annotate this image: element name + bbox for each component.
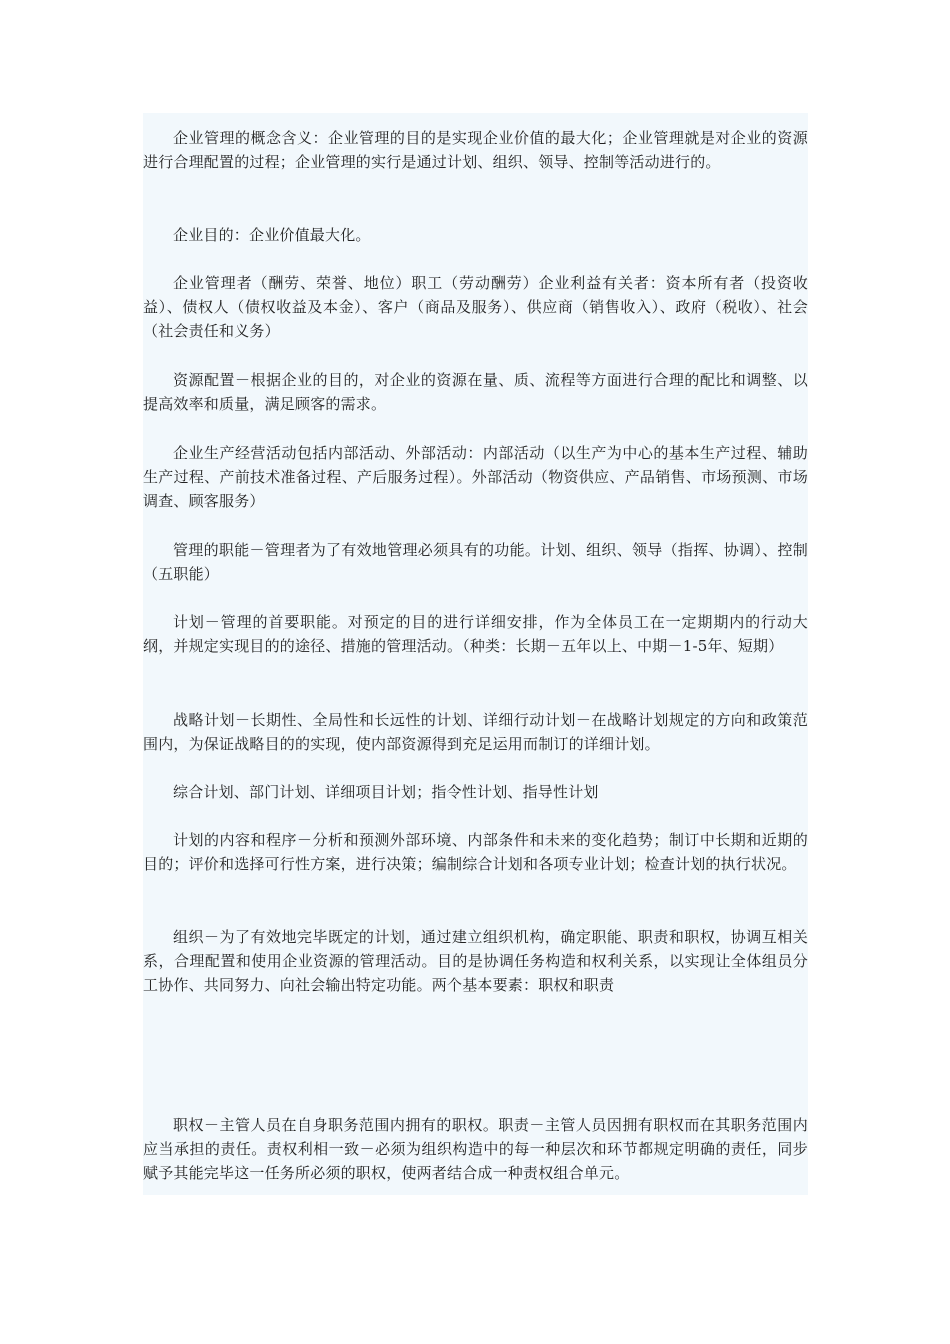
paragraph-plan-content: 计划的内容和程序－分析和预测外部环境、内部条件和未来的变化趋势；制订中长期和近期的目的；评价和选择可行性方案，进行决策；编制综合计划和各项专业计划；检查计划的执行状况。 (143, 831, 808, 873)
paragraph-strategic-plan: 战略计划－长期性、全局性和长远性的计划、详细行动计划－在战略计划规定的方向和政策范围内，为保证战略目的的实现，使内部资源得到充足运用而制订的详细计划。 (143, 711, 808, 753)
paragraph-organization: 组织－为了有效地完毕既定的计划，通过建立组织机构，确定职能、职责和职权，协调互相关系，合理配置和使用企业资源的管理活动。目的是协调任务构造和权利关系，以实现让全体组员分工协作、共同努力、向社会输出特定功能。两个基本要素：职权和职责 (143, 928, 808, 994)
paragraph-planning: 计划－管理的首要职能。对预定的目的进行详细安排，作为全体员工在一定期期内的行动大纲，并规定实现目的的途径、措施的管理活动。（种类：长期－五年以上、中期－1-5年、短期） (143, 613, 808, 655)
paragraph-business-activities: 企业生产经营活动包括内部活动、外部活动：内部活动（以生产为中心的基本生产过程、辅助生产过程、产前技术准备过程、产后服务过程）。外部活动（物资供应、产品销售、市场预测、市场调查、顾客服务） (143, 444, 808, 510)
paragraph-management-concept: 企业管理的概念含义：企业管理的目的是实现企业价值的最大化；企业管理就是对企业的资源进行合理配置的过程；企业管理的实行是通过计划、组织、领导、控制等活动进行的。 (143, 129, 808, 171)
paragraph-plan-types: 综合计划、部门计划、详细项目计划；指令性计划、指导性计划 (173, 783, 599, 801)
paragraph-stakeholders: 企业管理者（酬劳、荣誉、地位）职工（劳动酬劳）企业利益有关者：资本所有者（投资收益）、债权人（债权收益及本金）、客户（商品及服务）、供应商（销售收入）、政府（税收）、社会（社会责任和义务） (143, 274, 808, 340)
paragraph-resource-allocation: 资源配置－根据企业的目的，对企业的资源在量、质、流程等方面进行合理的配比和调整、以提高效率和质量，满足顾客的需求。 (143, 371, 808, 413)
paragraph-enterprise-goal: 企业目的：企业价值最大化。 (173, 226, 371, 244)
paragraph-authority-responsibility: 职权－主管人员在自身职务范围内拥有的职权。职责－主管人员因拥有职权而在其职务范围内应当承担的责任。责权利相一致－必须为组织构造中的每一种层次和环节都规定明确的责任，同步赋予其能完毕这一任务所必须的职权，使两者结合成一种责权组合单元。 (143, 1116, 808, 1182)
paragraph-management-functions: 管理的职能－管理者为了有效地管理必须具有的功能。计划、组织、领导（指挥、协调）、控制（五职能） (143, 541, 808, 583)
